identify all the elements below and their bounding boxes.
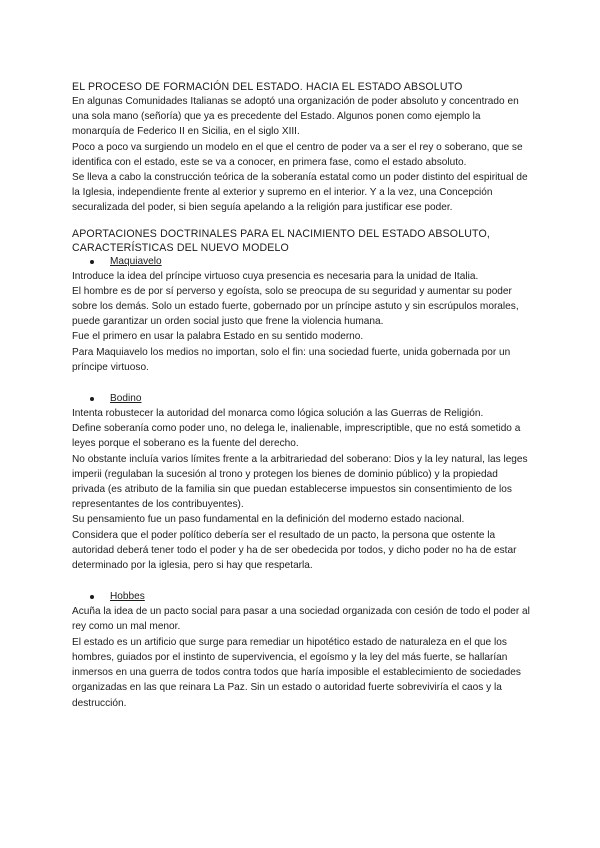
section-heading-aportaciones (72, 227, 530, 255)
heading-line: CARACTERÍSTICAS DEL NUEVO MODELO (72, 241, 289, 254)
paragraph: Define soberanía como poder uno, no delega le, inalienable, imprescriptible, que no está sometido a leyes porque el soberano es la fuente del derecho. (72, 423, 521, 450)
paragraph: Intenta robustecer la autoridad del monarca como lógica solución a las Guerras de Religión. (72, 408, 484, 420)
author-name: Hobbes (110, 591, 145, 603)
paragraph: Se lleva a cabo la construcción teórica de la soberanía estatal como un poder distinto del espiritual de la Iglesia, independiente frente al exterior y supremo en el interior. Y a la vez, una Concepción securalizada del poder, si bien seguía apelando a la religión para justificar ese poder. (72, 172, 528, 214)
bullet-icon (90, 595, 94, 599)
bullet-icon (90, 260, 94, 264)
spacer (72, 216, 530, 227)
author-name: Maquiavelo (110, 255, 162, 267)
paragraph: Su pensamiento fue un paso fundamental en la definición del moderno estado nacional. (72, 514, 465, 526)
paragraph: Introduce la idea del príncipe virtuoso cuya presencia es necesaria para la unidad de Italia. (72, 270, 479, 282)
spacer (72, 573, 530, 590)
paragraph: Fue el primero en usar la palabra Estado en su sentido moderno. (72, 331, 364, 343)
paragraph: El hombre es de por sí perverso y egoísta, solo se preocupa de su seguridad y aumentar su poder sobre los demás. Solo un estado fuerte, gobernado por un príncipe astuto y sin escrúpulos morales, puede garantizar un orden social justo que frene la violencia humana. (72, 285, 519, 328)
spacer (72, 375, 530, 392)
heading-line: APORTACIONES DOCTRINALES PARA EL NACIMIENTO DEL ESTADO ABSOLUTO, (72, 227, 490, 240)
paragraph: El estado es un artificio que surge para remediar un hipotético estado de naturaleza en el que los hombres, guiados por el instinto de supervivencia, el egoísmo y la ley del más fuerte, se hallarían inmersos en una guerra de todos contra todos que haría imposible el establecimiento de sociedades organizadas en las que reinara La Paz. Sin un estado o autoridad fuerte sobreviviría el caos y la destrucción. (72, 636, 521, 709)
paragraph: Para Maquiavelo los medios no importan, solo el fin: una sociedad fuerte, unida gobernada por un príncipe virtuoso. (72, 346, 511, 373)
paragraph: Acuña la idea de un pacto social para pasar a una sociedad organizada con cesión de todo el poder al rey como un mal menor. (72, 606, 530, 633)
paragraph: No obstante incluía varios límites frente a la arbitrariedad del soberano: Dios y la ley natural, las leges imperii (regulaban la sucesión al trono y protegen los bienes de dominio público) y la propiedad privada (es atributo de la familia sin que puedan establecerse impuestos sin consentimiento de los representantes de los contribuyentes). (72, 453, 528, 511)
author-name: Bodino (110, 393, 142, 405)
bullet-item-bodino (72, 392, 530, 406)
bullet-item-hobbes (72, 590, 530, 604)
bullet-icon (90, 397, 94, 401)
section-heading-estado-absoluto: EL PROCESO DE FORMACIÓN DEL ESTADO. HACIA EL ESTADO ABSOLUTO (72, 81, 463, 93)
paragraph: Poco a poco va surgiendo un modelo en el que el centro de poder va a ser el rey o soberano, que se identifica con el estado, este se va a conocer, en primera fase, como el estado absoluto. (72, 141, 523, 168)
paragraph: En algunas Comunidades Italianas se adoptó una organización de poder absoluto y concentrado en una sola mano (señoría) que ya es precedente del Estado. Algunos ponen como ejemplo la monarquía de Federico II en Sicilia, en el siglo XIII. (72, 96, 519, 138)
paragraph: Considera que el poder político debería ser el resultado de un pacto, la persona que ostente la autoridad deberá tener todo el poder y ha de ser obedecida por todos, y dicho poder no ha de estar determinado por la iglesia, pero si hay que respetarla. (72, 529, 517, 572)
bullet-item-maquiavelo (72, 255, 530, 269)
